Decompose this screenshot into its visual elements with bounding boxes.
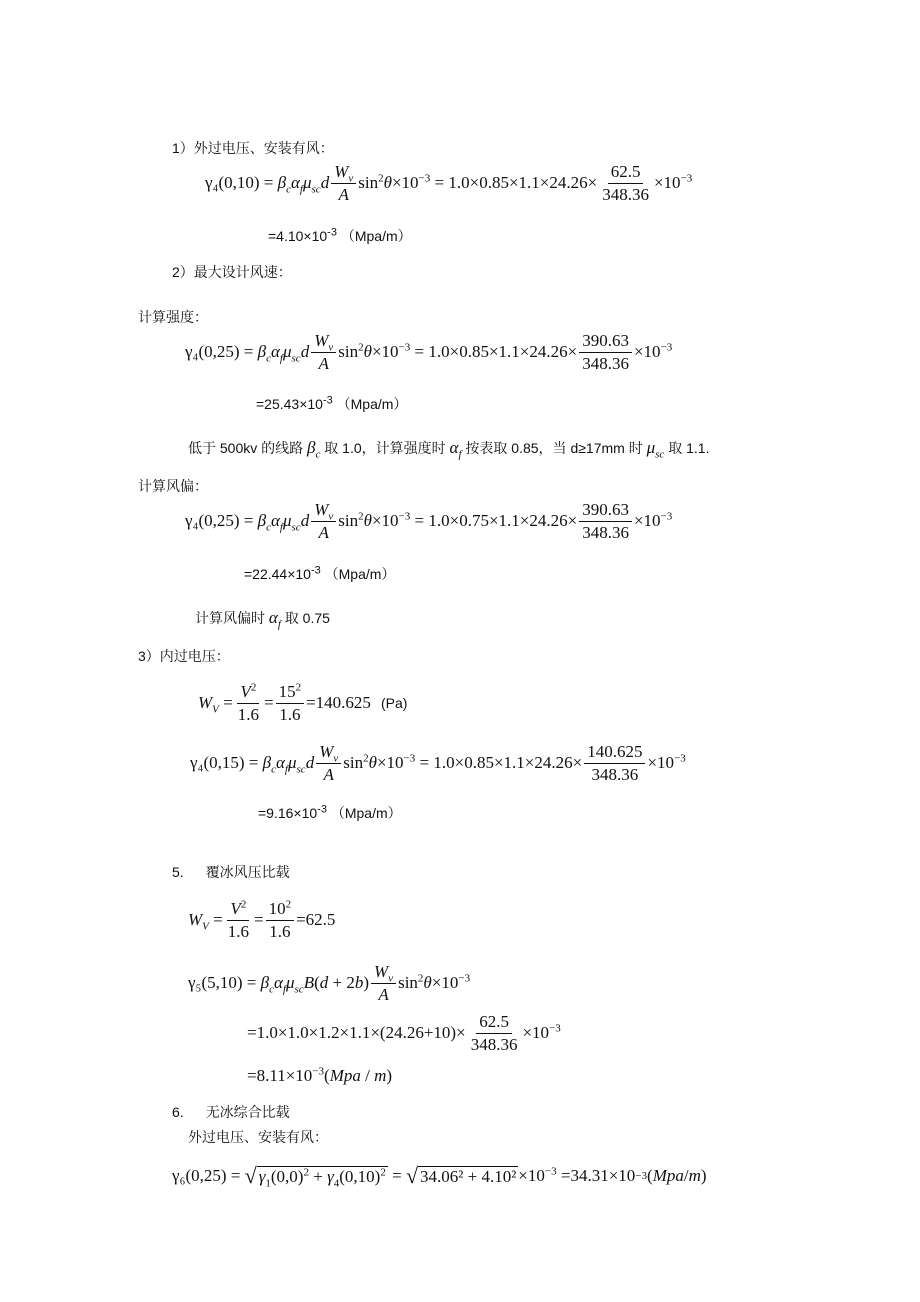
equation-gamma5-line1: γ₅(5,10) = $\beta_c\alpha_f\mu_{sc}B(d + 2b)$ $\frac{W_v}{A}$ $\sin^2\theta\times 10^{-3}$ (188, 961, 471, 1004)
eq-numbers: 1.0×0.85×1.1×24.26× (433, 753, 583, 772)
frac-numerator: 390.63 (579, 499, 632, 522)
heading-section-1: 1）外过电压、安装有风： (172, 140, 334, 156)
result-4: $=9.16\times 10^{-3}$ （Mpa/m） (258, 803, 402, 821)
note-deflection: 计算风偏时 $\alpha_f$ 取 0.75 (195, 608, 330, 631)
frac-numerator: 140.625 (584, 741, 645, 764)
equation-gamma4-0-25-strength: γ₄(0,25) = $\beta_c\alpha_f\mu_{sc}d$ $\frac{W_v}{A}$ $\sin^2\theta\times 10^{-3}$ = 1.0×0.85×1.1×24.26× $\frac{390.63}{348.36}$ $\times 10^{-3}$ (185, 330, 673, 373)
frac-numerator: 390.63 (579, 330, 632, 353)
equation-gamma4-0-15: γ₄(0,15) = $\beta_c\alpha_f\mu_{sc}d$ $\frac{W_v}{A}$ $\sin^2\theta\times 10^{-3}$ = 1.0×0.85×1.1×24.26× $\frac{140.625}{348.36}$ $\times 10^{-3}$ (190, 741, 686, 784)
eq-numbers: 1.0×0.85×1.1×24.26× (448, 173, 598, 192)
eq-lhs: γ₄(0,10) (205, 173, 260, 192)
note-coefficients: 低于 500kv 的线路 $\beta_c$ 取 1.0，计算强度时 $\alpha_f$ 按表取 0.85，当 d≥17mm 时 $\mu_{sc}$ 取 1.1. (188, 438, 710, 461)
eq-lhs: γ₆(0,25) (172, 1166, 227, 1185)
frac-denominator: 348.36 (591, 764, 639, 784)
eq-lhs: γ₄(0,25) (185, 511, 240, 530)
frac-denominator: 348.36 (602, 184, 649, 204)
frac-numerator: 62.5 (476, 1011, 512, 1034)
eq-lhs: γ₄(0,25) (185, 342, 240, 361)
heading-section-5: 5. 覆冰风压比载 (172, 864, 290, 880)
frac-denominator: 348.36 (582, 353, 629, 373)
eq-lhs: γ₄(0,15) (190, 753, 245, 772)
subheading-deflection: 计算风偏： (138, 478, 208, 494)
subheading-strength: 计算强度： (138, 309, 208, 325)
result-3: $=22.44\times 10^{-3}$ （Mpa/m） (244, 564, 396, 582)
equation-gamma4-0-10: γ₄(0,10) = $\beta_c\alpha_f\mu_{sc}d$ $\frac{W_v}{A}$ $\sin^2\theta\times 10^{-3}$ = 1.0×0.85×1.1×24.26× $\frac{62.5}{348.36}$ $\times 10^{-3}$ (205, 161, 693, 204)
result-1: $=4.10\times 10^{-3}$ （Mpa/m） (268, 226, 412, 244)
heading-section-6: 6. 无冰综合比载 (172, 1104, 290, 1120)
equation-gamma4-0-25-deflection: γ₄(0,25) = $\beta_c\alpha_f\mu_{sc}d$ $\frac{W_v}{A}$ $\sin^2\theta\times 10^{-3}$ = 1.0×0.75×1.1×24.26× $\frac{390.63}{348.36}$ $\times 10^{-3}$ (185, 499, 673, 542)
frac-denominator: 348.36 (582, 522, 629, 542)
eq-lhs: γ₅(5,10) (188, 973, 243, 992)
eq-numbers: 1.0×0.75×1.1×24.26× (428, 511, 578, 530)
equation-wv-10: $W_V$ = $\frac{V^2}{1.6}$ = $\frac{10^2}{1.6}$ =62.5 (188, 897, 336, 941)
equation-gamma6: γ₆(0,25) = √ $\gamma_1(0,0)^2 + \gamma_4(0,10)^2$ = √ 34.06² + 4.10² $\times 10^{-3}$ =34.31×10 −3 ( Mpa / m ) (172, 1163, 707, 1189)
equation-wv-15: $W_V$ = $\frac{V^2}{1.6}$ = $\frac{15^2}{1.6}$ =140.625 (Pa) (198, 680, 408, 724)
eq-numbers: 1.0×0.85×1.1×24.26× (428, 342, 578, 361)
result-2: $=25.43\times 10^{-3}$ （Mpa/m） (256, 394, 408, 412)
frac-numerator: 62.5 (608, 161, 644, 184)
subheading-section-6: 外过电压、安装有风： (188, 1129, 328, 1145)
equation-gamma5-line3: $=8.11\times 10^{-3}(Mpa / m)$ (247, 1065, 393, 1085)
root-content: 34.06² + 4.10² (420, 1166, 517, 1186)
equation-gamma5-line2: =1.0×1.0×1.2×1.1×(24.26+10)× $\frac{62.5}{348.36}$ $\times 10^{-3}$ (247, 1011, 561, 1054)
heading-section-3: 3）内过电压： (138, 648, 230, 664)
frac-denominator: 348.36 (470, 1034, 518, 1054)
heading-section-2: 2）最大设计风速： (172, 264, 292, 280)
